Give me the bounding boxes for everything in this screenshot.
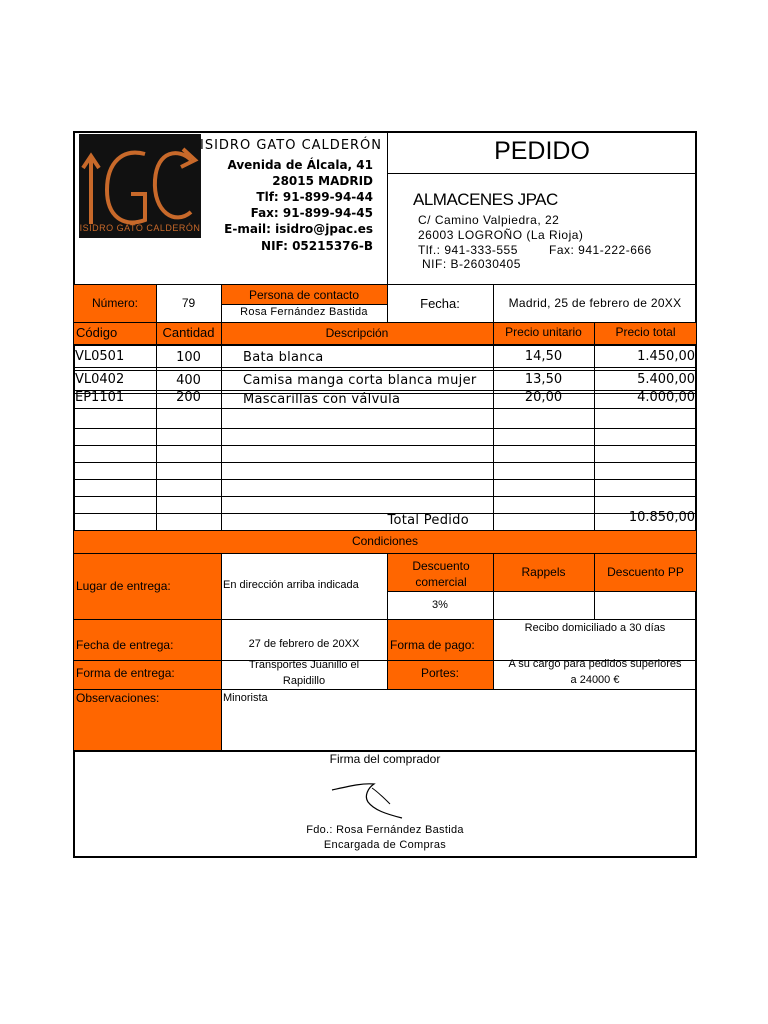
row-1-descripcion: Bata blanca — [243, 350, 324, 365]
document-title: PEDIDO — [494, 137, 590, 165]
row-divider — [73, 428, 697, 429]
portes-value-line-1: A su cargo para pedidos superiores — [508, 658, 682, 670]
company-name: ISIDRO GATO CALDERÓN — [200, 138, 383, 153]
cell-divider — [156, 285, 157, 322]
row-3-descripcion: Mascarillas con válvula — [243, 392, 401, 407]
company-email: E-mail: isidro@jpac.es — [224, 222, 373, 236]
row-divider — [73, 408, 697, 409]
forma-entrega-label: Forma de entrega: — [76, 666, 175, 680]
fecha-entrega-value: 27 de febrero de 20XX — [248, 638, 360, 650]
fecha-entrega-label: Fecha de entrega: — [76, 638, 174, 652]
signature-scribble — [328, 774, 408, 822]
row-3-cantidad: 200 — [176, 390, 201, 405]
company-city: 28015 MADRID — [272, 174, 373, 188]
rappels-label: Rappels — [521, 565, 566, 579]
row-1-precio-total: 1.450,00 — [637, 349, 695, 364]
recipient-city: 26003 LOGROÑO (La Rioja) — [418, 228, 584, 242]
row-3-precio-total: 4.000,00 — [637, 390, 695, 405]
header-divider — [387, 173, 697, 174]
total-label: Total Pedido — [387, 513, 469, 528]
cell-divider — [387, 591, 697, 592]
contacto-value: Rosa Fernández Bastida — [240, 306, 368, 318]
header-cantidad: Cantidad — [162, 325, 215, 340]
recipient-fax: Fax: 941-222-666 — [549, 243, 652, 257]
descuento-comercial-label: Descuento comercial — [412, 559, 470, 589]
row-2-precio-total: 5.400,00 — [637, 372, 695, 387]
forma-pago-label: Forma de pago: — [390, 638, 475, 652]
cell-divider — [594, 553, 595, 619]
row-divider — [73, 496, 697, 497]
forma-pago-value: Recibo domiciliado a 30 días — [524, 622, 666, 634]
cell-divider — [221, 304, 387, 305]
cell-divider — [387, 285, 388, 322]
observaciones-value: Minorista — [223, 692, 268, 704]
company-phone: Tlf: 91-899-94-44 — [256, 190, 373, 204]
company-nif: NIF: 05215376-B — [261, 239, 373, 253]
row-2-precio-unitario: 13,50 — [524, 372, 563, 387]
header-descripcion: Descripción — [325, 326, 389, 340]
row-divider — [73, 689, 697, 690]
company-fax: Fax: 91-899-94-45 — [250, 206, 373, 220]
signature-role: Encargada de Compras — [323, 839, 447, 851]
row-3-codigo: EP1101 — [75, 390, 125, 405]
column-divider — [221, 323, 222, 531]
recipient-nif: NIF: B-26030405 — [422, 257, 521, 271]
conditions-title: Condiciones — [351, 534, 419, 548]
row-2-cantidad: 400 — [176, 373, 201, 388]
row-1-cantidad: 100 — [176, 350, 201, 365]
company-logo — [79, 134, 201, 238]
forma-entrega-value-line-1: Transportes Juanillo el — [248, 659, 360, 671]
row-divider — [73, 462, 697, 463]
numero-label: Número: — [91, 296, 138, 310]
row-divider — [73, 344, 697, 346]
fecha-label: Fecha: — [420, 296, 460, 311]
row-divider — [73, 513, 697, 514]
descuento-pp-label: Descuento PP — [607, 565, 684, 579]
signature-name: Fdo.: Rosa Fernández Bastida — [306, 824, 464, 836]
row-2-codigo: VL0402 — [75, 372, 125, 387]
row-divider — [73, 367, 697, 368]
recipient-name: ALMACENES JPAC — [413, 190, 558, 209]
contacto-label: Persona de contacto — [248, 288, 360, 302]
header-codigo: Código — [76, 325, 118, 340]
signature-title: Firma del comprador — [329, 752, 441, 766]
recipient-address: C/ Camino Valpiedra, 22 — [418, 213, 560, 227]
row-1-precio-unitario: 14,50 — [524, 349, 563, 364]
descuento-comercial-value: 3% — [432, 599, 448, 611]
row-divider — [73, 619, 697, 620]
row-3-precio-unitario: 20,00 — [524, 390, 563, 405]
observaciones-label: Observaciones: — [76, 691, 160, 705]
fecha-value: Madrid, 25 de febrero de 20XX — [508, 296, 682, 310]
forma-entrega-value-line-2: Rapidillo — [282, 675, 326, 687]
row-divider — [73, 370, 697, 371]
lugar-value: En dirección arriba indicada — [223, 579, 359, 591]
total-value: 10.850,00 — [628, 510, 695, 525]
lugar-label: Lugar de entrega: — [76, 579, 171, 593]
row-2-descripcion: Camisa manga corta blanca mujer — [243, 373, 477, 388]
row-divider — [73, 479, 697, 480]
recipient-phone: Tlf.: 941-333-555 — [418, 243, 518, 257]
header-precio-total: Precio total — [615, 325, 676, 339]
cell-divider — [221, 553, 222, 750]
portes-label: Portes: — [420, 666, 459, 680]
header-precio-unitario: Precio unitario — [505, 325, 582, 339]
row-1-codigo: VL0501 — [75, 349, 125, 364]
company-address: Avenida de Álcala, 41 — [227, 158, 373, 172]
cell-divider — [493, 285, 494, 322]
numero-value: 79 — [181, 296, 196, 310]
row-divider — [73, 445, 697, 446]
portes-value-line-2: a 24000 € — [570, 674, 620, 686]
logo-subtext: ISIDRO GATO CALDERÓN — [79, 223, 201, 233]
column-divider — [594, 323, 595, 531]
